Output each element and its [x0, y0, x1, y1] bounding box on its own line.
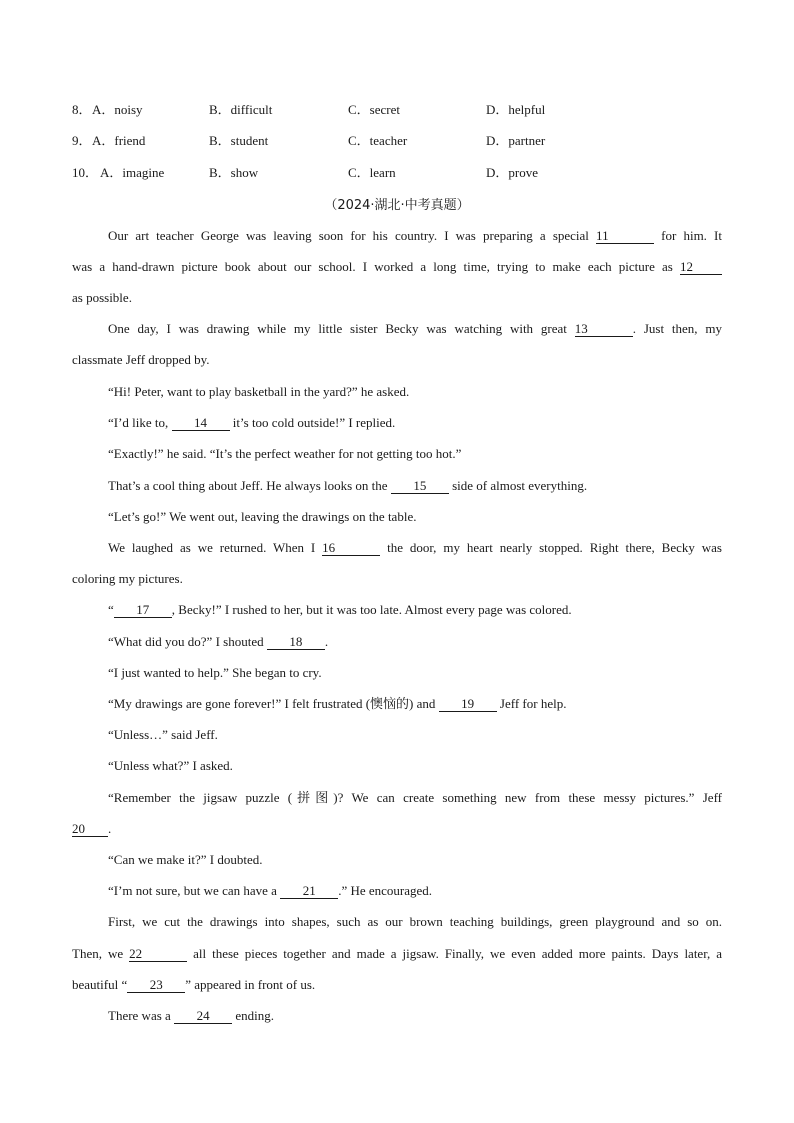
paragraph-line: 20 .	[72, 821, 112, 836]
paragraph-line: beautiful “ 23 ” appeared in front of us.	[72, 977, 316, 992]
paragraph-line: “Unless what?” I asked.	[108, 758, 233, 773]
paragraph-line: That’s a cool thing about Jeff. He always looks on the 15 side of almost everything.	[108, 478, 588, 493]
paragraph-line: “Hi! Peter, want to play basketball in the yard?” he asked.	[108, 384, 410, 399]
paragraph-line: There was a 24 ending.	[108, 1008, 274, 1023]
blank-16: 16	[322, 540, 380, 556]
option-c: C．learn	[348, 165, 396, 180]
paragraph-line: as possible.	[72, 290, 132, 305]
paragraph-line: “Can we make it?” I doubted.	[108, 852, 263, 867]
paragraph-line: Our art teacher George was leaving soon for his country. I was preparing a special 11 for him. It	[108, 228, 722, 243]
paragraph-line: “I just wanted to help.” She began to cry.	[108, 665, 322, 680]
paragraph-line: “ 17 , Becky!” I rushed to her, but it was too late. Almost every page was colored.	[108, 602, 572, 617]
blank-11: 11	[596, 228, 654, 244]
paragraph-line: “I’m not sure, but we can have a 21 .” He encouraged.	[108, 883, 433, 898]
blank-20: 20	[72, 821, 108, 837]
paragraph-line: “I’d like to, 14 it’s too cold outside!” I replied.	[108, 415, 396, 430]
question-number: 9．	[72, 133, 92, 148]
blank-18: 18	[267, 634, 325, 650]
blank-12: 12	[680, 259, 722, 275]
paragraph-line: coloring my pictures.	[72, 571, 183, 586]
blank-15: 15	[391, 478, 449, 494]
question-number: 8．	[72, 102, 92, 117]
option-a: A．noisy	[92, 102, 143, 117]
paragraph-line: “My drawings are gone forever!” I felt frustrated (懊恼的) and 19 Jeff for help.	[108, 696, 567, 711]
option-a: A．imagine	[100, 165, 165, 180]
paragraph-line: We laughed as we returned. When I 16 the door, my heart nearly stopped. Right there, Becky was	[108, 540, 722, 555]
blank-22: 22	[129, 946, 187, 962]
source-label: （2024·湖北·中考真题）	[324, 198, 470, 213]
question-number: 10．	[72, 165, 99, 180]
blank-14: 14	[172, 415, 230, 431]
paragraph-line: “Remember the jigsaw puzzle (拼图)? We can create something new from these messy pictures.” Jeff	[108, 790, 722, 805]
option-d: D．helpful	[486, 102, 546, 117]
paragraph-line: “What did you do?” I shouted 18 .	[108, 634, 329, 649]
blank-13: 13	[575, 321, 633, 337]
paragraph-line: Then, we 22 all these pieces together and made a jigsaw. Finally, we even added more paints. Days later, a	[72, 946, 723, 961]
option-d: D．partner	[486, 133, 546, 148]
blank-23: 23	[127, 977, 185, 993]
option-d: D．prove	[486, 165, 538, 180]
option-b: B．difficult	[209, 102, 273, 117]
paragraph-line: “Unless…” said Jeff.	[108, 727, 218, 742]
blank-17: 17	[114, 602, 172, 618]
blank-19: 19	[439, 696, 497, 712]
option-a: A．friend	[92, 133, 146, 148]
option-b: B．student	[209, 133, 269, 148]
option-c: C．teacher	[348, 133, 408, 148]
blank-21: 21	[280, 883, 338, 899]
paragraph-line: classmate Jeff dropped by.	[72, 352, 210, 367]
paragraph-line: “Let’s go!” We went out, leaving the drawings on the table.	[108, 509, 417, 524]
paragraph-line: First, we cut the drawings into shapes, such as our brown teaching buildings, green playground and so on.	[108, 914, 722, 929]
blank-24: 24	[174, 1008, 232, 1024]
paragraph-line: One day, I was drawing while my little sister Becky was watching with great 13 . Just then, my	[108, 321, 722, 336]
paragraph-line: was a hand-drawn picture book about our school. I worked a long time, trying to make each picture as 12	[72, 251, 722, 282]
option-c: C．secret	[348, 102, 400, 117]
paragraph-line: “Exactly!” he said. “It’s the perfect weather for not getting too hot.”	[108, 446, 462, 461]
option-b: B．show	[209, 165, 259, 180]
